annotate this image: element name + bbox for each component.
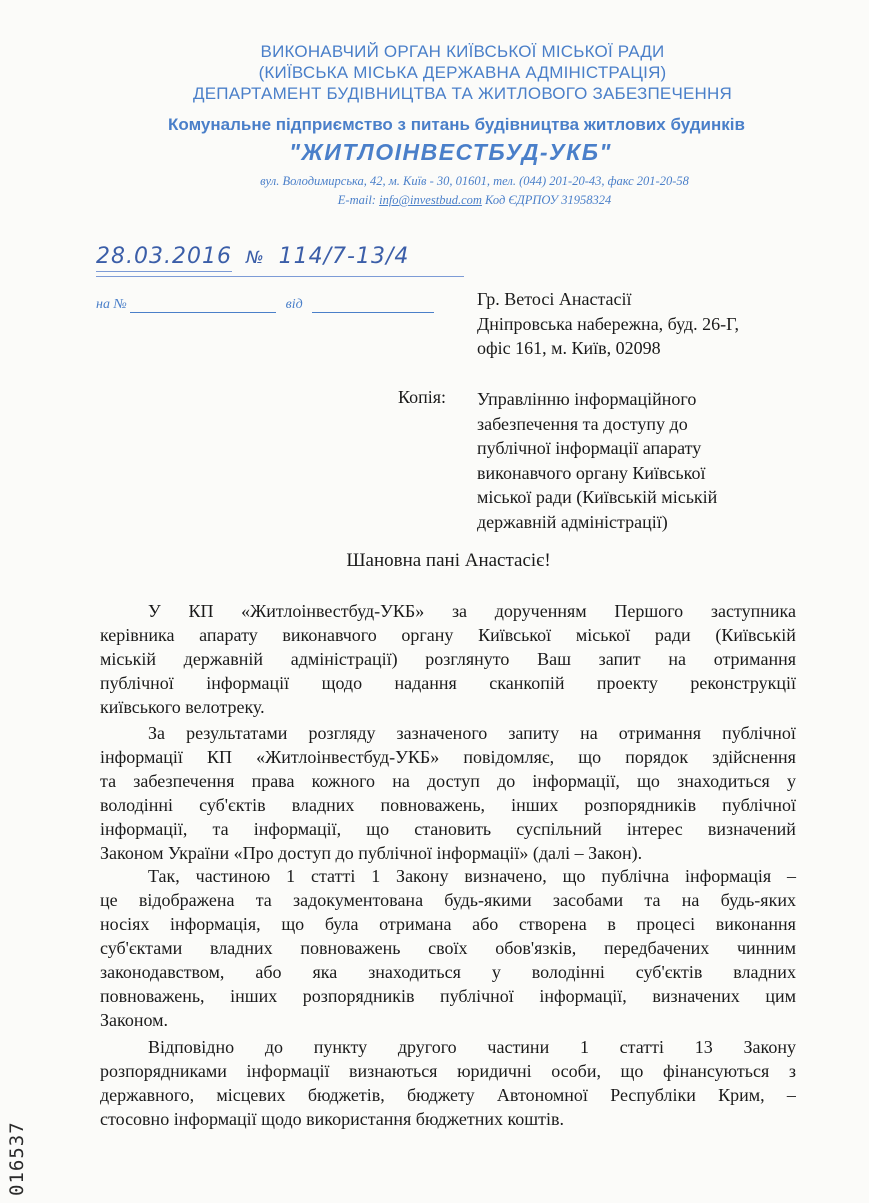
text-line: та забезпечення права кожного на доступ до інформації, що знаходиться у — [100, 771, 796, 791]
reference-number-blank — [130, 298, 276, 313]
text-line: законодавством, або яка знаходиться у володінні суб'єктів владних — [100, 962, 796, 982]
text-line: розпорядниками інформації визнаються юридичні особи, що фінансуються з — [100, 1061, 796, 1081]
text-line: носіях інформація, що була отримана або створена в процесі виконання — [100, 914, 796, 934]
registration-date: 28.03.2016 — [96, 244, 232, 272]
paragraph-3 — [100, 864, 796, 1032]
paragraph-4 — [100, 1035, 796, 1131]
greeting: Шановна пані Анастасіє! — [346, 550, 551, 571]
copy-line: виконавчого органу Київської — [477, 462, 706, 483]
recipient-block — [477, 287, 739, 361]
copy-label: Копія: — [398, 387, 447, 407]
registration-no-label: № — [245, 248, 265, 268]
text-line: Відповідно до пункту другого частини 1 статті 13 Закону — [148, 1037, 796, 1057]
text-line: повноважень, інших розпорядників публічної інформації, визначених цим — [100, 986, 796, 1006]
text-line: міській державній адміністрації) розглянуто Ваш запит на отримання — [100, 649, 796, 669]
reference-date-blank — [312, 298, 434, 313]
letterhead-line-2: (КИЇВСЬКА МІСЬКА ДЕРЖАВНА АДМІНІСТРАЦІЯ) — [258, 63, 667, 82]
copy-line: забезпечення та доступу до — [477, 413, 688, 434]
text-line: інформації КП «Житлоінвестбуд-УКБ» повідомляє, що порядок здійснення — [100, 747, 796, 767]
registration-underline — [96, 276, 464, 277]
recipient-name: Гр. Ветосі Анастасії — [477, 289, 632, 309]
text-line: володінні суб'єктів владних повноважень, інших розпорядників публічної — [100, 795, 796, 815]
paragraph-2 — [100, 721, 796, 865]
email-link[interactable]: info@investbud.com — [379, 193, 482, 207]
edrpou-code: Код ЄДРПОУ 31958324 — [481, 193, 612, 207]
reference-from-label: від — [285, 297, 303, 312]
text-line: У КП «Житлоінвестбуд-УКБ» за дорученням Першого заступника — [148, 601, 796, 621]
company-contacts — [40, 193, 869, 208]
stamp-number: 016537 — [6, 1121, 28, 1196]
recipient-address: Дніпровська набережна, буд. 26-Г, — [477, 313, 740, 334]
recipient-city: офіс 161, м. Київ, 02098 — [477, 338, 661, 358]
registration-number: 114/7-13/4 — [278, 244, 410, 269]
text-line: керівника апарату виконавчого органу Київської міської ради (Київській — [100, 625, 796, 645]
letterhead-line-1: ВИКОНАВЧИЙ ОРГАН КИЇВСЬКОЇ МІСЬКОЇ РАДИ — [260, 42, 665, 61]
copy-line: державній адміністрації) — [477, 511, 668, 532]
copy-line: публічної інформації апарату — [477, 438, 702, 458]
email-label: E-mail: — [337, 193, 380, 207]
text-line: публічної інформації щодо надання сканкопій проекту реконструкції — [100, 673, 796, 693]
text-line: суб'єктами владних повноважень своїх обов'язків, передбачених чинним — [100, 938, 796, 958]
text-line: державного, місцевих бюджетів, бюджету Автономної Республіки Крим, – — [100, 1085, 796, 1105]
text-line: За результатами розгляду зазначеного запиту на отримання публічної — [148, 723, 796, 743]
copy-line: Управлінню інформаційного — [477, 389, 697, 409]
registration-handwritten — [96, 244, 409, 269]
text-line: київського велотреку. — [100, 697, 265, 717]
letterhead-line-3: ДЕПАРТАМЕНТ БУДІВНИЦТВА ТА ЖИТЛОВОГО ЗАБЕЗПЕЧЕННЯ — [193, 84, 732, 103]
text-line: це відображена та задокументована будь-якими засобами та на будь-яких — [100, 890, 796, 910]
reference-line — [96, 297, 434, 313]
company-name: "ЖИТЛОІНВЕСТБУД-УКБ" — [289, 139, 612, 165]
copy-recipient — [477, 387, 717, 534]
text-line: Законом України «Про доступ до публічної інформації» (далі – Закон). — [100, 843, 643, 863]
reference-label: на № — [96, 297, 127, 312]
letterhead-enterprise-type: Комунальне підприємство з питань будівництва житлових будинків — [168, 115, 745, 134]
text-line: Так, частиною 1 статті 1 Закону визначено, що публічна інформація – — [148, 866, 796, 886]
text-line: Законом. — [100, 1010, 169, 1030]
company-address: вул. Володимирська, 42, м. Київ - 30, 01601, тел. (044) 201-20-43, факс 201-20-58 — [260, 174, 689, 188]
paragraph-1 — [100, 599, 796, 719]
text-line: інформації, та інформації, що становить суспільний інтерес визначений — [100, 819, 796, 839]
text-line: стосовно інформації щодо використання бюджетних коштів. — [100, 1109, 565, 1129]
copy-line: міської ради (Київській міській — [477, 487, 718, 507]
